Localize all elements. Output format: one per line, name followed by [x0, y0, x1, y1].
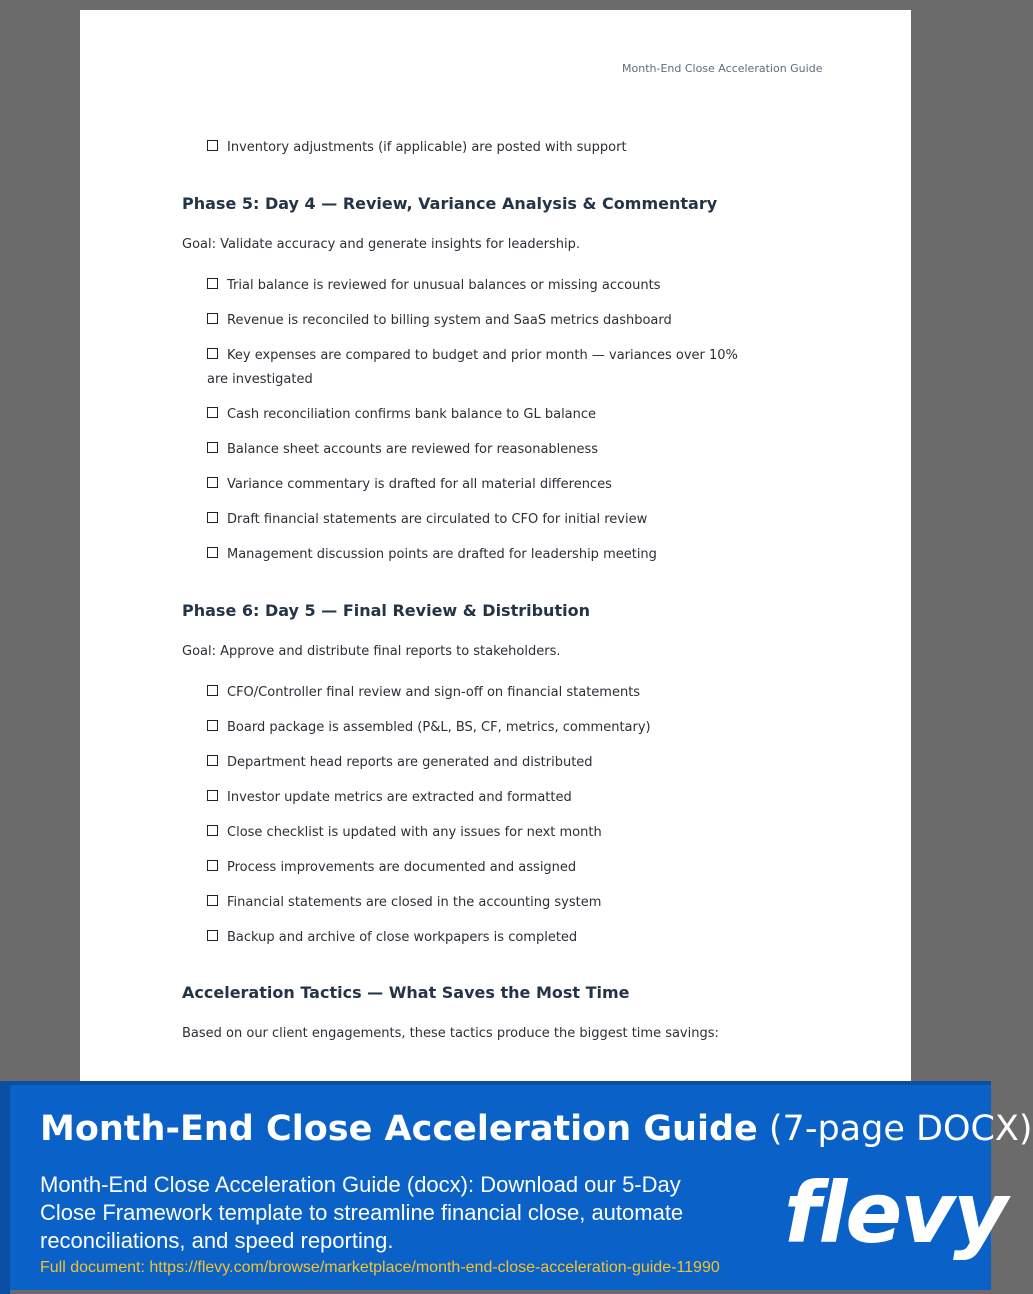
- checklist-item: Draft financial statements are circulated to CFO for initial review: [207, 508, 767, 532]
- section-heading-tactics: Acceleration Tactics — What Saves the Most Time: [182, 983, 630, 1002]
- checklist-item: Inventory adjustments (if applicable) are posted with support: [207, 136, 767, 160]
- checkbox-icon: [207, 477, 218, 488]
- section-goal-phase-5: Goal: Validate accuracy and generate insights for leadership.: [182, 237, 580, 252]
- checklist-item: Board package is assembled (P&L, BS, CF, metrics, commentary): [207, 716, 767, 740]
- checkbox-icon: [207, 930, 218, 941]
- section-goal-phase-6: Goal: Approve and distribute final reports to stakeholders.: [182, 644, 561, 659]
- product-banner: [0, 1081, 1033, 1290]
- checklist-item: Department head reports are generated and distributed: [207, 751, 767, 775]
- checklist-item: Backup and archive of close workpapers is completed: [207, 926, 767, 950]
- banner-description: Month-End Close Acceleration Guide (docx): Download our 5-Day Close Framework template to streamline financial close, automate reconciliations, and speed reporting.: [40, 1172, 684, 1253]
- checklist-item: Revenue is reconciled to billing system and SaaS metrics dashboard: [207, 309, 767, 333]
- section-heading-phase-5: Phase 5: Day 4 — Review, Variance Analysis & Commentary: [182, 194, 718, 213]
- banner-edge: [0, 1085, 10, 1294]
- section-intro-tactics: Based on our client engagements, these tactics produce the biggest time savings:: [182, 1026, 719, 1041]
- banner-title-name: Month-End Close Acceleration Guide: [40, 1109, 758, 1149]
- checklist-item: CFO/Controller final review and sign-off on financial statements: [207, 681, 767, 705]
- checkbox-icon: [207, 720, 218, 731]
- running-header: Month-End Close Acceleration Guide: [622, 62, 823, 75]
- checkbox-icon: [207, 547, 218, 558]
- checkbox-icon: [207, 755, 218, 766]
- checkbox-icon: [207, 790, 218, 801]
- checkbox-icon: [207, 348, 218, 359]
- checkbox-icon: [207, 140, 218, 151]
- checkbox-icon: [207, 825, 218, 836]
- checklist-item: Balance sheet accounts are reviewed for reasonableness: [207, 438, 767, 462]
- section-heading-phase-6: Phase 6: Day 5 — Final Review & Distribution: [182, 601, 590, 620]
- checklist-item: Process improvements are documented and assigned: [207, 856, 767, 880]
- banner-title-format: (7-page DOCX): [768, 1109, 1033, 1149]
- checklist-item: Trial balance is reviewed for unusual balances or missing accounts: [207, 274, 767, 298]
- checklist-item: Key expenses are compared to budget and prior month — variances over 10% are investigated: [207, 348, 738, 387]
- flevy-logo[interactable]: flevy: [784, 1164, 1006, 1262]
- checkbox-icon: [207, 278, 218, 289]
- checklist-item: Close checklist is updated with any issues for next month: [207, 821, 767, 845]
- checkbox-icon: [207, 442, 218, 453]
- checkbox-icon: [207, 512, 218, 523]
- checkbox-icon: [207, 313, 218, 324]
- checkbox-icon: [207, 895, 218, 906]
- checklist-item: Management discussion points are drafted for leadership meeting: [207, 543, 767, 567]
- checkbox-icon: [207, 685, 218, 696]
- checklist-item: Investor update metrics are extracted and formatted: [207, 786, 767, 810]
- checklist-item: Financial statements are closed in the accounting system: [207, 891, 767, 915]
- checklist-item: Variance commentary is drafted for all material differences: [207, 473, 767, 497]
- checkbox-icon: [207, 860, 218, 871]
- banner-title: [40, 1109, 1033, 1149]
- checkbox-icon: [207, 407, 218, 418]
- checklist-item: Cash reconciliation confirms bank balance to GL balance: [207, 403, 767, 427]
- document-page: [80, 10, 911, 1081]
- full-document-link[interactable]: Full document: https://flevy.com/browse/marketplace/month-end-close-acceleration-guide-11990: [40, 1259, 720, 1276]
